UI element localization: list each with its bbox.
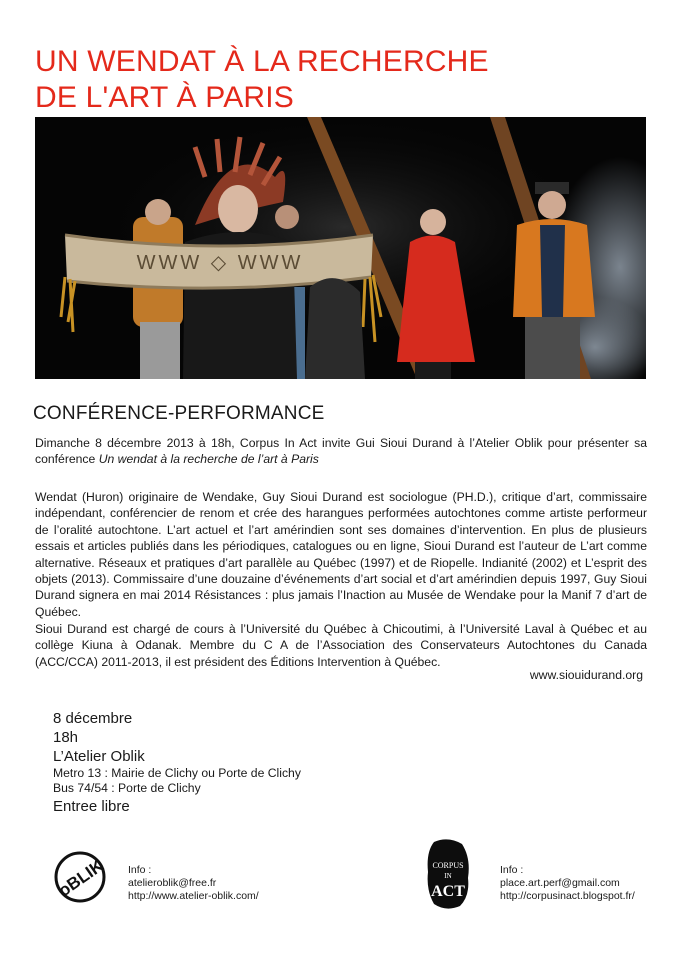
event-details (53, 709, 301, 818)
intro-text: Dimanche 8 décembre 2013 à 18h, Corpus In Act invite Gui Sioui Durand à l’Atelier Oblik pour présenter sa conférence (35, 436, 647, 467)
corpus-logo-line3: ACT (431, 883, 465, 900)
oblik-logo-text: oBLIK (54, 856, 106, 901)
metro-info: Metro 13 : Mairie de Clichy ou Porte de Clichy (53, 766, 301, 780)
website-link[interactable]: www.siouidurand.org (529, 668, 643, 682)
title-line-2: DE L'ART À PARIS (35, 81, 295, 114)
event-time: 18h (53, 729, 79, 746)
event-venue: L’Atelier Oblik (53, 748, 145, 765)
corpus-info-label: Info : (500, 864, 524, 876)
oblik-info-label: Info : (128, 864, 152, 876)
banner-pattern-text: WWW ◇ WWW (136, 252, 304, 274)
corpus-info (500, 864, 635, 903)
corpus-email[interactable]: place.art.perf@gmail.com (500, 877, 620, 889)
bus-info: Bus 74/54 : Porte de Clichy (53, 781, 201, 795)
entry-info: Entree libre (53, 798, 130, 815)
corpus-in-act-logo (424, 838, 472, 910)
section-heading: CONFÉRENCE-PERFORMANCE (33, 403, 325, 424)
corpus-logo-line1: CORPUS (432, 861, 464, 870)
poster-title (35, 44, 635, 116)
oblik-email[interactable]: atelieroblik@free.fr (128, 877, 217, 889)
lecture-title: Un wendat à la recherche de l’art à Paris (98, 452, 319, 467)
biography-paragraph: Wendat (Huron) originaire de Wendake, Guy Sioui Durand est sociologue (PH.D.), critique d’art, commissaire indépendant, conférencier de renom et crée des harangues performées autochtones comme artiste performeur de l’oralité autochtone. L’art actuel et l’art amérindien sont ses domaines d’intervention. En plus de plusieurs essais et articles publiés dans les périodiques, catalogues ou en ligne, Sioui Durand est l’auteur de L’art comme alternative. Réseaux et pratiques d’art parallèle au Québec (1997) et de Riopelle. Indianité (2002) et L’esprit des objets (2013). Commissaire d’une douzaine d’événements d’art social et d’art amérindien depuis 1997, Guy Sioui Durand signera en mai 2014 Résistances : plus jamais l’Inaction au Musée de Wendake pour la Manif 7 d’art de Québec. (35, 490, 647, 619)
performance-photo (35, 117, 646, 379)
oblik-url[interactable]: http://www.atelier-oblik.com/ (128, 890, 259, 902)
career-paragraph: Sioui Durand est chargé de cours à l’Université du Québec à Chicoutimi, à l’Université Laval à Québec et au collège Kiuna à Odanak. Membre du C A de l’Association des Conservateurs Autochtones du Canada (ACC/CCA) 2011-2013, il est président des Éditions Intervention à Québec. (35, 622, 647, 669)
oblik-info (128, 864, 259, 903)
corpus-logo-line2: IN (444, 872, 452, 880)
performance-photo-svg (35, 117, 646, 379)
intro-paragraph (35, 435, 647, 468)
event-date: 8 décembre (53, 710, 133, 727)
oblik-logo (54, 851, 106, 903)
corpus-url[interactable]: http://corpusinact.blogspot.fr/ (500, 890, 635, 902)
title-line-1: UN WENDAT À LA RECHERCHE (35, 45, 489, 78)
